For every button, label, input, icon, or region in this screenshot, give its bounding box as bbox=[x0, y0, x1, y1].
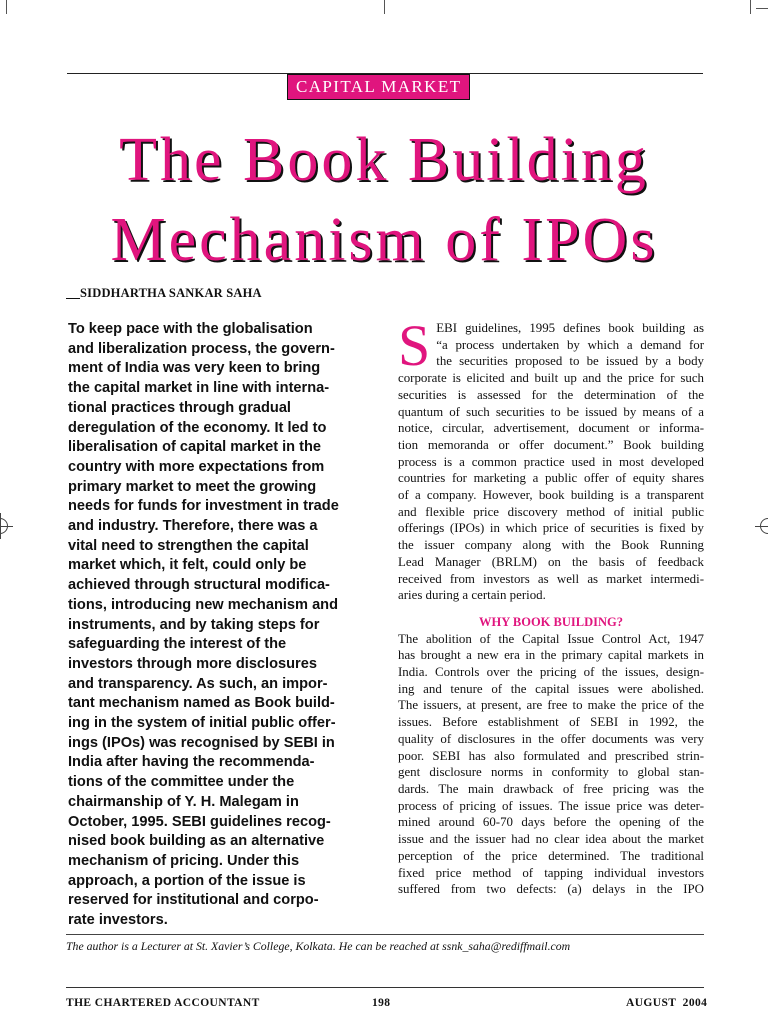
body-line: tion memoranda or offer document.” Book building bbox=[398, 437, 704, 452]
body-line: poor. SEBI has also formulated and prescribed strin- bbox=[398, 748, 704, 763]
abstract-line: India after having the recommenda- bbox=[68, 754, 315, 771]
body-line: perception of the price determined. The traditional bbox=[398, 848, 704, 863]
footnote-rule bbox=[66, 934, 704, 935]
abstract-line: achieved through structural modifica- bbox=[68, 577, 330, 594]
abstract-line: ment of India was very keen to bring bbox=[68, 360, 321, 377]
body-line: “a process undertaken by which a demand for bbox=[436, 337, 704, 352]
body-line: mined around 60-70 days before the opening of the bbox=[398, 815, 704, 830]
abstract-line: market which, it felt, could only be bbox=[68, 557, 307, 574]
abstract-line: safeguarding the interest of the bbox=[68, 636, 287, 653]
footer-page-number: 198 bbox=[372, 997, 391, 1009]
registration-mark-left-icon bbox=[0, 518, 8, 534]
body-line: dards. The main drawback of free pricing was the bbox=[398, 781, 704, 796]
abstract-line: tant mechanism named as Book build- bbox=[68, 695, 335, 712]
body-line: offerings (IPOs) in which price of securities is fixed by bbox=[398, 521, 704, 536]
abstract-line: tions, introducing new mechanism and bbox=[68, 596, 339, 613]
footer-rule bbox=[66, 987, 704, 988]
abstract-line: instruments, and by taking steps for bbox=[68, 616, 320, 633]
abstract-line: ings (IPOs) was recognised by SEBI in bbox=[68, 734, 335, 751]
section-label: CAPITAL MARKET bbox=[287, 74, 470, 100]
abstract-line: and transparency. As such, an impor- bbox=[68, 675, 328, 692]
abstract-line: country with more expectations from bbox=[68, 458, 325, 475]
abstract-line: liberalisation of capital market in the bbox=[68, 439, 322, 456]
body-line: The abolition of the Capital Issue Control Act, 1947 bbox=[398, 631, 704, 646]
registration-mark-right-icon bbox=[760, 518, 768, 534]
author-byline: SIDDHARTHA SANKAR SAHA bbox=[80, 286, 262, 300]
body-line: and flexible price discovery method of initial public bbox=[398, 504, 704, 519]
body-line: the securities proposed to be issued by a body bbox=[436, 354, 704, 369]
body-line: process of pricing of issues. The issue price was deter- bbox=[398, 798, 704, 813]
body-line: issues. Before establishment of SEBI in 1992, the bbox=[398, 715, 704, 730]
body-line: EBI guidelines, 1995 defines book building as bbox=[436, 321, 704, 335]
body-line: quality of disclosures in the offer documents was very bbox=[398, 731, 704, 746]
body-line: the issuer company along with the Book Running bbox=[398, 538, 704, 553]
abstract-line: needs for funds for investment in trade bbox=[68, 498, 339, 515]
abstract-line: ing in the system of initial public offer- bbox=[68, 715, 336, 732]
crop-mark-right-top bbox=[756, 8, 768, 9]
body-line: countries for marketing a public offer of equity shares bbox=[398, 471, 704, 486]
body-line: securities is assessed for the determination of the bbox=[398, 387, 704, 402]
body-line: fixed price method of tapping individual investors bbox=[398, 865, 704, 880]
abstract-line: approach, a portion of the issue is bbox=[68, 872, 306, 889]
body-line: India. Controls over the pricing of the issues, design- bbox=[398, 665, 704, 680]
footer-publication: THE CHARTERED ACCOUNTANT bbox=[66, 997, 260, 1009]
abstract-line: tions of the committee under the bbox=[68, 774, 295, 791]
body-line: received from investors as well as market intermedi- bbox=[398, 571, 704, 586]
footer-issue-date: AUGUST 2004 bbox=[626, 997, 708, 1009]
body-line: quantum of such securities to be issued by means of a bbox=[398, 404, 704, 419]
abstract-line: and industry. Therefore, there was a bbox=[68, 518, 318, 535]
body-line: The issuers, at present, are free to make the price of the bbox=[398, 698, 704, 713]
body-line: Lead Manager (BRLM) on the basis of feedback bbox=[398, 554, 704, 569]
byline-rule bbox=[66, 298, 80, 299]
body-line: gent disclosure norms in conformity to global stan- bbox=[398, 765, 704, 780]
body-line: aries during a certain period. bbox=[398, 588, 546, 603]
body-line: has brought a new era in the primary capital markets in bbox=[398, 648, 704, 663]
headline-line-2: Mechanism of IPOs bbox=[110, 206, 658, 274]
crop-mark-top-center bbox=[384, 0, 385, 14]
headline-line-1: The Book Building bbox=[119, 126, 649, 194]
crop-mark-top-right bbox=[750, 0, 751, 14]
author-footnote: The author is a Lecturer at St. Xavier’s College, Kolkata. He can be reached at ssnk_saha@rediffmail.com bbox=[66, 939, 571, 953]
abstract-line: chairmanship of Y. H. Malegam in bbox=[68, 793, 299, 810]
abstract-line: rate investors. bbox=[68, 912, 168, 929]
abstract-line: deregulation of the economy. It led to bbox=[68, 419, 327, 436]
body-column bbox=[398, 313, 704, 898]
drop-cap: S bbox=[398, 313, 431, 378]
body-line: of a company. However, book building is a transparent bbox=[398, 488, 704, 503]
abstract-line: primary market to meet the growing bbox=[68, 478, 317, 495]
abstract-line: October, 1995. SEBI guidelines recog- bbox=[68, 813, 331, 830]
abstract-line: vital need to strengthen the capital bbox=[68, 537, 309, 554]
abstract-line: mechanism of pricing. Under this bbox=[68, 852, 300, 869]
body-line: corporate is elicited and built up and the price for such bbox=[398, 371, 704, 386]
body-line: notice, circular, advertisement, document or informa- bbox=[398, 421, 704, 436]
body-line: issue and the issuer had no clear idea about the market bbox=[398, 832, 704, 847]
subheading-why-book-building: WHY BOOK BUILDING? bbox=[478, 614, 623, 629]
body-line: ing and tenure of the capital issues were abolished. bbox=[398, 681, 704, 696]
abstract-line: the capital market in line with interna- bbox=[68, 380, 330, 397]
body-line: process is a common practice used in most developed bbox=[398, 454, 704, 469]
abstract-line: To keep pace with the globalisation bbox=[68, 321, 313, 337]
body-line: suffered from two defects: (a) delays in the IPO bbox=[398, 882, 704, 897]
crop-mark-top-left bbox=[6, 0, 7, 14]
abstract-line: and liberalization process, the govern- bbox=[68, 340, 335, 357]
abstract-line: nised book building as an alternative bbox=[68, 833, 325, 850]
abstract-line: tional practices through gradual bbox=[68, 399, 291, 416]
abstract-line: reserved for institutional and corpo- bbox=[68, 892, 319, 909]
abstract-line: investors through more disclosures bbox=[68, 655, 317, 672]
abstract bbox=[68, 320, 370, 931]
